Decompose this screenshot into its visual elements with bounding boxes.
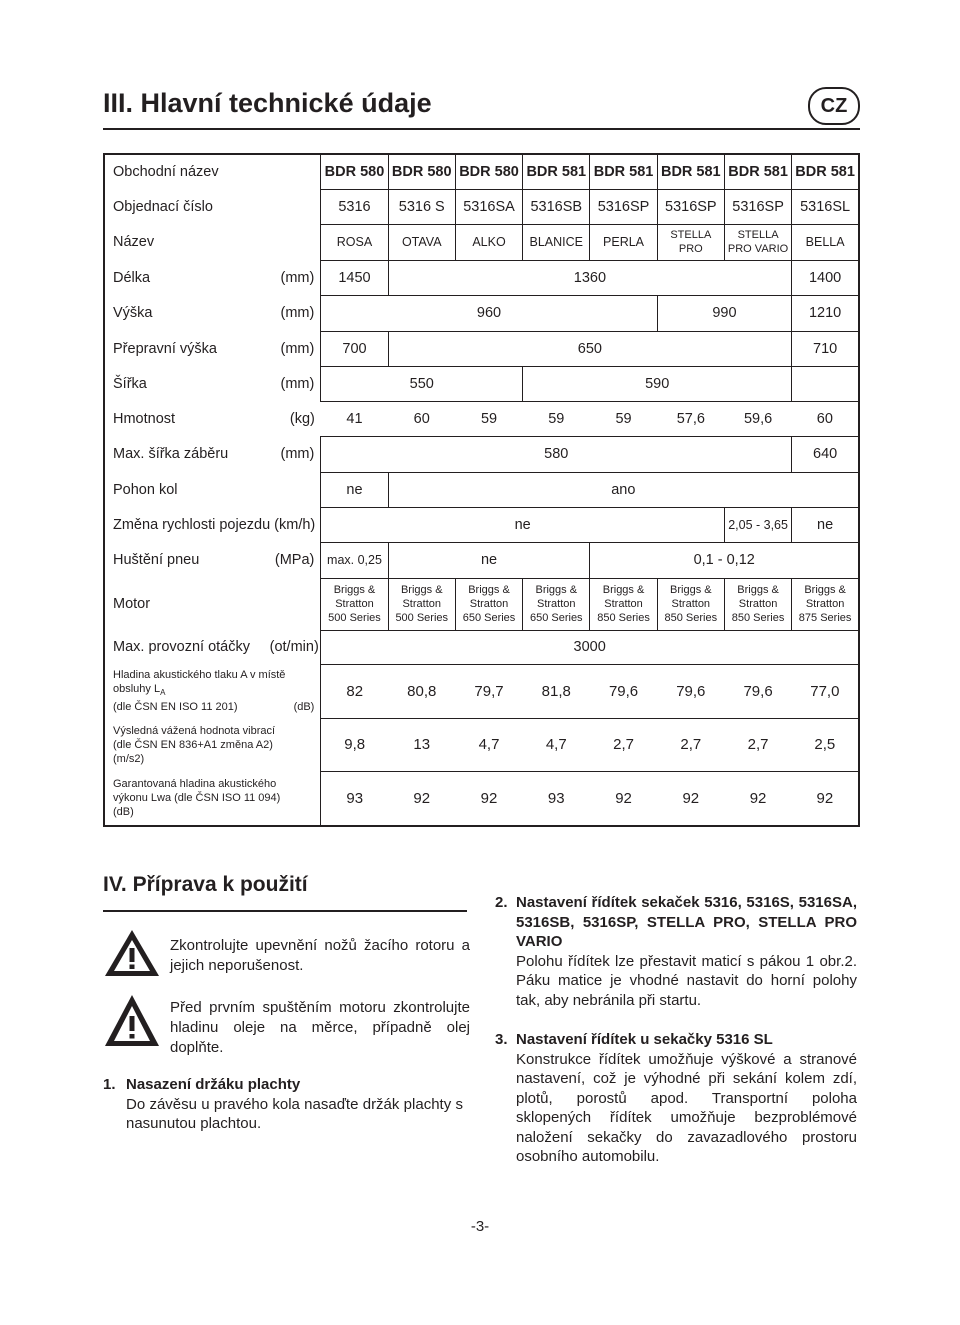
row-trade-name — [104, 154, 859, 189]
motor-series: 875 Series — [798, 612, 852, 624]
row-noise-pressure — [104, 664, 859, 718]
warning-block — [103, 993, 473, 1056]
cell — [523, 578, 590, 630]
cell — [455, 578, 522, 630]
motor-brand: Briggs & — [670, 584, 712, 596]
label-line: (dle ČSN EN 836+A1 změna A2) — [113, 738, 273, 751]
label-text: (dle ČSN EN ISO 11 201) — [113, 701, 238, 714]
motor-series: 850 Series — [731, 612, 785, 624]
row-label: Přepravní výška — [113, 340, 217, 357]
row-label: Výška — [113, 305, 153, 321]
cell: BDR 581 — [792, 154, 859, 189]
row-length — [104, 260, 859, 295]
cell: OTAVA — [388, 224, 455, 260]
cell: 59,6 — [724, 401, 791, 436]
cell-text: STELLA PRO VARIO — [727, 229, 789, 255]
row-order-number — [104, 189, 859, 224]
cell: 580 — [321, 436, 792, 472]
row-label: Huštění pneu — [113, 552, 200, 568]
cell: 590 — [523, 366, 792, 401]
row-label — [104, 771, 321, 826]
cell: 5316SP — [724, 189, 791, 224]
cell: 79,6 — [590, 664, 657, 718]
cell: 59 — [590, 401, 657, 436]
cell: 9,8 — [321, 718, 388, 771]
item-heading: Nastavení řídítek u sekačky 5316 SL — [516, 1031, 773, 1048]
row-unit: (mm) — [280, 375, 315, 392]
row-label: Obchodní název — [113, 164, 219, 180]
cell: 4,7 — [523, 718, 590, 771]
cell: 990 — [657, 295, 792, 331]
cell: ano — [388, 472, 859, 507]
motor-brand: Briggs & — [602, 584, 645, 596]
cell: 5316SB — [523, 189, 590, 224]
motor-brand: Stratton — [335, 598, 374, 610]
row-label: Šířka — [113, 375, 147, 392]
cell: 640 — [792, 436, 859, 472]
cell: BDR 580 — [455, 154, 522, 189]
cell: 650 — [388, 331, 792, 366]
row-label: Pohon kol — [113, 481, 178, 498]
cell: ne — [792, 507, 859, 542]
cell: 1450 — [321, 260, 388, 295]
motor-brand: Stratton — [738, 598, 778, 610]
instruction-item — [103, 1075, 463, 1134]
instruction-item — [495, 1030, 857, 1167]
page-title: III. Hlavní technické údaje — [103, 88, 432, 118]
cell: 960 — [321, 295, 657, 331]
row-unit: (mm) — [280, 269, 315, 286]
label-line: Výsledná vážená hodnota vibrací — [113, 724, 276, 737]
motor-brand: Stratton — [469, 598, 509, 610]
row-vibration — [104, 718, 859, 771]
cell-empty — [792, 366, 859, 401]
motor-brand: Briggs & — [333, 584, 376, 596]
cell — [724, 578, 791, 630]
cell: ne — [388, 542, 590, 578]
cell: 13 — [388, 718, 455, 771]
cell: 1360 — [388, 260, 792, 295]
cell: 5316 S — [388, 189, 455, 224]
cell: 2,7 — [657, 718, 724, 771]
cell — [388, 578, 455, 630]
cell: ROSA — [321, 224, 388, 260]
language-badge: CZ — [808, 87, 860, 125]
cell: ne — [321, 472, 388, 507]
cell: 82 — [321, 664, 388, 718]
cell: 92 — [749, 789, 767, 807]
cell: 5316SL — [792, 189, 859, 224]
label-line: Hladina akustického tlaku A v místě — [113, 668, 286, 681]
label-line: (dB) — [113, 806, 134, 818]
motor-series: 500 Series — [395, 612, 449, 624]
motor-series: 650 Series — [529, 612, 583, 624]
cell: BELLA — [792, 224, 859, 260]
cell: 5316 — [321, 189, 388, 224]
cell: 79,6 — [657, 664, 724, 718]
label-line — [113, 700, 320, 714]
label-line — [113, 682, 320, 700]
item-number: 2. — [495, 894, 508, 911]
cell: max. 0,25 — [321, 542, 388, 578]
row-label — [104, 718, 321, 771]
cell: 59 — [455, 401, 522, 436]
cell — [590, 578, 657, 630]
item-number: 3. — [495, 1031, 508, 1048]
cell: 57,6 — [657, 401, 724, 436]
row-unit: (dB) — [293, 701, 315, 714]
cell: 0,1 - 0,12 — [590, 542, 859, 578]
row-cut-width — [104, 436, 859, 472]
label-subscript: A — [160, 688, 166, 698]
cell — [724, 224, 791, 260]
item-body: Polohu řídítek lze přestavit maticí s pákou 1 obr.2. Páku matice je vhodné nastavit do horní polohy tak, aby nebránila při startu. — [516, 952, 857, 1009]
cell: BDR 581 — [590, 154, 657, 189]
item-number: 1. — [103, 1076, 116, 1093]
cell: ALKO — [455, 224, 522, 260]
label-line: výkonu Lwa (dle ČSN ISO 11 094) — [113, 792, 281, 804]
cell: 2,7 — [590, 718, 657, 771]
cell — [321, 578, 388, 630]
cell: 60 — [792, 401, 859, 436]
motor-series: 850 Series — [597, 612, 650, 624]
motor-series: 650 Series — [462, 612, 516, 624]
cell: 1210 — [792, 295, 859, 331]
cell: ne — [321, 507, 725, 542]
spec-table — [103, 153, 860, 827]
motor-brand: Briggs & — [535, 584, 578, 596]
row-label — [104, 664, 321, 718]
cell: 5316SP — [590, 189, 657, 224]
warning-text: Zkontrolujte upevnění nožů žacího rotoru a jejich neporušenost. — [170, 937, 470, 974]
motor-brand: Stratton — [402, 598, 441, 610]
cell: 77,0 — [792, 664, 859, 718]
warning-icon — [103, 993, 161, 1049]
row-unit: (mm) — [280, 340, 315, 357]
motor-series: 500 Series — [328, 612, 381, 624]
cell: BLANICE — [523, 224, 590, 260]
cell: 92 — [816, 789, 834, 807]
cell — [657, 224, 724, 260]
warning-block — [103, 928, 473, 978]
cell: PERLA — [590, 224, 657, 260]
cell: 2,7 — [724, 718, 791, 771]
cell-text: STELLA PRO — [670, 229, 712, 255]
row-width — [104, 366, 859, 401]
row-transport-height — [104, 331, 859, 366]
item-heading: Nasazení držáku plachty — [126, 1076, 301, 1093]
cell: 2,05 - 3,65 — [724, 507, 791, 542]
item-body: Do závěsu u pravého kola nasaďte držák plachty s nasunutou plachtou. — [126, 1095, 463, 1132]
cell: 41 — [321, 401, 388, 436]
cell: 3000 — [321, 630, 859, 664]
motor-brand: Stratton — [671, 598, 711, 610]
cell: 93 — [547, 789, 565, 807]
motor-brand: Stratton — [604, 598, 643, 610]
cell: 5316SP — [657, 189, 724, 224]
cell: BDR 581 — [523, 154, 590, 189]
row-wheel-drive — [104, 472, 859, 507]
cell: BDR 581 — [724, 154, 791, 189]
row-label: Objednací číslo — [113, 198, 213, 215]
motor-brand: Briggs & — [468, 584, 510, 596]
cell: 92 — [413, 789, 431, 807]
section-rule — [103, 910, 467, 912]
motor-brand: Briggs & — [804, 584, 846, 596]
cell: BDR 580 — [388, 154, 455, 189]
motor-brand: Stratton — [805, 598, 845, 610]
cell: 79,6 — [724, 664, 791, 718]
cell: BDR 580 — [321, 154, 388, 189]
cell — [657, 578, 724, 630]
row-unit: (MPa) — [274, 552, 315, 568]
cell: 93 — [321, 771, 388, 826]
cell: 92 — [615, 789, 632, 807]
cell: 700 — [321, 331, 388, 366]
row-label: Hmotnost — [113, 410, 176, 427]
instruction-item — [495, 893, 857, 1010]
row-label: Délka — [113, 269, 151, 286]
row-unit: (ot/min) — [269, 639, 319, 655]
motor-brand: Stratton — [537, 598, 576, 610]
section-title: IV. Příprava k použití — [103, 873, 308, 896]
row-speed-change — [104, 507, 859, 542]
row-label: Max. šířka záběru — [113, 446, 229, 462]
warning-text: Před prvním spuštěním motoru zkontrolujte hladinu oleje na měrce, případně olej doplňte. — [170, 999, 470, 1056]
cell: 81,8 — [523, 664, 590, 718]
row-tyre-pressure — [104, 542, 859, 578]
row-unit: (mm) — [280, 446, 315, 462]
row-label: Název — [113, 234, 155, 250]
cell: 5316SA — [455, 189, 522, 224]
row-height — [104, 295, 859, 331]
item-heading: Nastavení řídítek sekaček 5316, 5316S, 5316SA, 5316SB, 5316SP, STELLA PRO, STELLA PRO VARIO — [516, 894, 857, 950]
row-label: Změna rychlosti pojezdu (km/h) — [113, 516, 316, 533]
label-line: (m/s2) — [113, 752, 145, 765]
row-motor — [104, 578, 859, 630]
cell — [792, 578, 859, 630]
label-line: Garantovaná hladina akustického — [113, 778, 277, 790]
cell: 2,5 — [792, 718, 859, 771]
cell: 92 — [682, 789, 700, 807]
row-unit: (mm) — [280, 305, 315, 321]
label-text: obsluhy L — [113, 682, 161, 695]
cell: 79,7 — [455, 664, 522, 718]
cell: 550 — [321, 366, 523, 401]
cell: 710 — [792, 331, 859, 366]
row-label: Motor — [113, 596, 151, 612]
row-name — [104, 224, 859, 260]
item-body: Konstrukce řídítek umožňuje výškové a stranové nastavení, což je výhodné při sekání kolem zdí, plotů, porostů apod. Transportní poloha sklopených řídítek umožňuje bezproblémové naložení sekačky do zavazadlového prostoru osobního automobilu. — [516, 1050, 857, 1165]
row-sound-power — [104, 771, 859, 826]
row-label: Max. provozní otáčky — [113, 639, 250, 655]
warning-icon — [103, 928, 161, 978]
cell: 1400 — [792, 260, 859, 295]
row-unit: (kg) — [289, 410, 315, 427]
cell: 59 — [523, 401, 590, 436]
row-weight — [104, 401, 859, 436]
row-max-rpm — [104, 630, 859, 664]
cell: 4,7 — [455, 718, 522, 771]
motor-brand: Briggs & — [400, 584, 443, 596]
cell: 80,8 — [388, 664, 455, 718]
motor-brand: Briggs & — [737, 584, 779, 596]
header-rule — [103, 128, 860, 130]
cell: 60 — [388, 401, 455, 436]
cell: BDR 581 — [657, 154, 724, 189]
page-number: -3- — [470, 1218, 490, 1235]
motor-series: 850 Series — [664, 612, 718, 624]
cell: 92 — [480, 789, 498, 807]
